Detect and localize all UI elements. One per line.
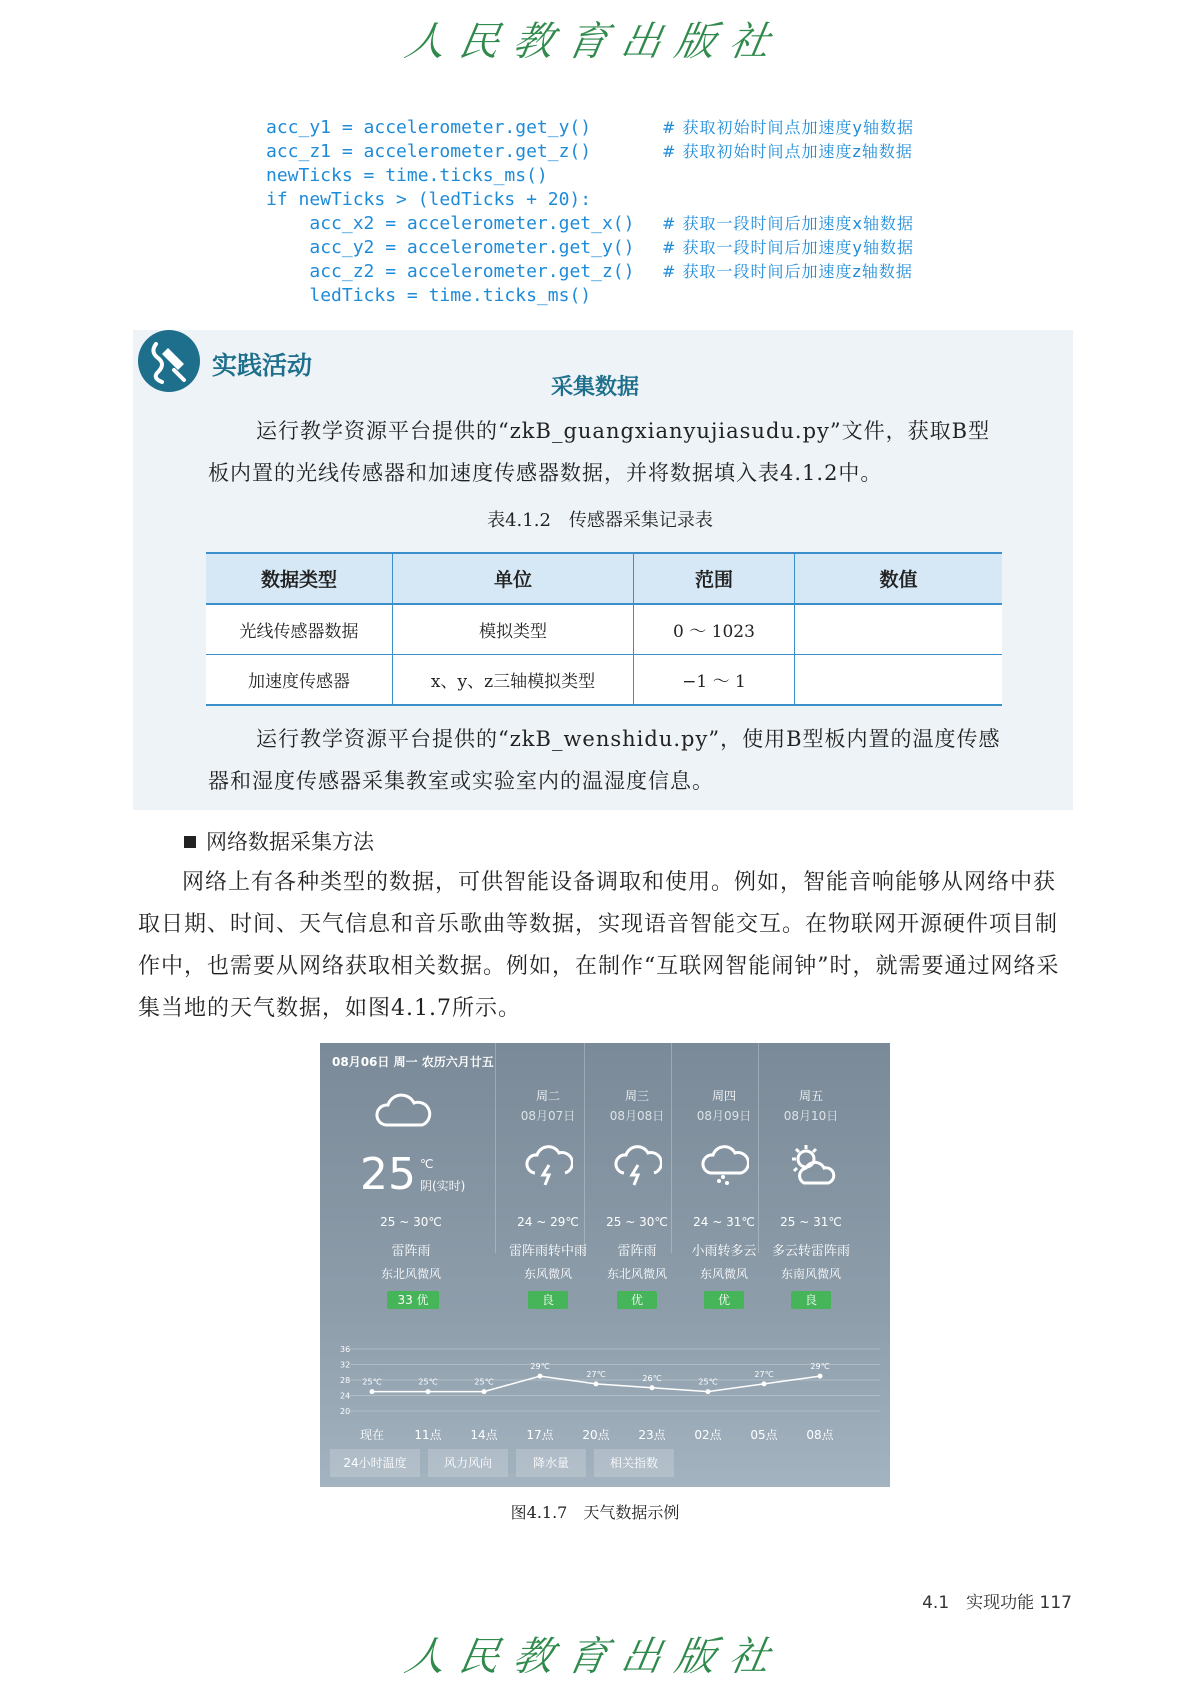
code-comment: # 获取一段时间后加速度x轴数据 (662, 214, 914, 233)
code-comment: # 获取一段时间后加速度y轴数据 (662, 238, 914, 257)
section-heading (184, 826, 374, 856)
tab-precipitation[interactable]: 降水量 (516, 1449, 586, 1477)
weather-date-line: 08月06日 周一 农历六月廿五 (332, 1055, 494, 1069)
sun-cloud-icon (786, 1143, 836, 1189)
x-tick-label: 14点 (470, 1428, 498, 1442)
condition: 小雨转多云 (691, 1244, 757, 1259)
condition: 雷阵雨 (617, 1244, 657, 1259)
y-tick-label: 32 (340, 1360, 351, 1370)
x-tick-label: 20点 (582, 1428, 610, 1442)
code-text (266, 261, 309, 282)
table-row (206, 604, 1002, 655)
weekday: 周五 (798, 1089, 823, 1103)
x-tick-label: 08点 (806, 1428, 834, 1442)
data-label: 25℃ (362, 1377, 382, 1387)
section-paragraph: 网络上有各种类型的数据，可供智能设备调取和使用。例如，智能音响能够从网络中获取日期、时间、天气信息和音乐歌曲等数据，实现语音智能交互。在物联网开源硬件项目制作中，也需要从网络获取相关数据。例如，在制作“互联网智能闹钟”时，就需要通过网络采集当地的天气数据，如图4.1.7所示。 (138, 870, 1060, 1021)
table-caption: 表4.1.2 传感器采集记录表 (487, 510, 713, 531)
footer-section: 4.1 实现功能 (922, 1593, 1035, 1613)
y-tick-label: 24 (340, 1391, 351, 1401)
code-statement: acc_x2 = accelerometer.get_x() (309, 213, 635, 234)
air-quality-badge: 良 (528, 1291, 568, 1309)
data-label: 26℃ (642, 1373, 662, 1383)
column-divider (584, 1043, 585, 1253)
code-text (266, 285, 309, 306)
table-cell (795, 655, 1003, 706)
weekday: 周三 (624, 1089, 649, 1103)
forecast-date: 08月08日 (609, 1109, 665, 1123)
data-label: 29℃ (810, 1362, 830, 1372)
data-label: 29℃ (530, 1362, 550, 1372)
page-footer (922, 1588, 1072, 1613)
column-divider (671, 1043, 672, 1253)
air-quality-badge: 良 (791, 1291, 831, 1309)
y-tick-label: 20 (340, 1407, 351, 1416)
code-line (266, 284, 634, 308)
x-tick-label: 现在 (359, 1428, 384, 1442)
table-row (206, 655, 1002, 706)
x-tick-label: 17点 (526, 1428, 554, 1442)
data-label: 25℃ (474, 1377, 494, 1387)
code-statement: acc_z1 = accelerometer.get_z() (266, 141, 592, 162)
code-statement: acc_y1 = accelerometer.get_y() (266, 117, 592, 138)
code-line (266, 212, 914, 236)
page-number: 117 (1039, 1593, 1072, 1613)
data-point (762, 1381, 767, 1386)
temperature-unit: ℃ (420, 1157, 434, 1171)
code-line (266, 236, 914, 260)
publisher-logo-top: 人民教育出版社 (401, 19, 788, 65)
wind: 东南风微风 (780, 1267, 841, 1281)
x-tick-label: 11点 (414, 1428, 442, 1442)
practice-title: 实践活动 (212, 351, 313, 380)
practice-paragraph-2: 运行教学资源平台提供的“zkB_wenshidu.py”，使用B型板内置的温度传感器和湿度传感器采集教室或实验室内的温湿度信息。 (208, 727, 1001, 793)
hourly-temperature-chart (320, 1333, 890, 1433)
table-header: 范围 (634, 553, 795, 604)
x-tick-label: 23点 (638, 1428, 666, 1442)
code-comment: # 获取初始时间点加速度z轴数据 (662, 142, 913, 161)
publisher-logo-bottom: 人民教育出版社 (401, 1634, 788, 1680)
weekday: 周四 (711, 1089, 736, 1103)
condition: 雷阵雨 (391, 1244, 431, 1259)
code-statement: ledTicks = time.ticks_ms() (309, 285, 592, 306)
air-quality-badge: 优 (704, 1291, 744, 1309)
code-statement: if newTicks > (ledTicks + 20): (266, 189, 592, 210)
tab-24h-temperature[interactable]: 24小时温度 (330, 1449, 420, 1477)
air-quality-badge: 优 (617, 1291, 657, 1309)
practice-subtitle: 采集数据 (550, 375, 639, 400)
weekday: 周二 (535, 1089, 560, 1103)
cloud-icon (374, 1091, 434, 1131)
code-comment: # 获取初始时间点加速度y轴数据 (662, 118, 914, 137)
column-divider (758, 1043, 759, 1253)
thunder-rain-icon (523, 1143, 573, 1189)
data-point (426, 1389, 431, 1394)
table-cell: x、y、z三轴模拟类型 (393, 655, 634, 706)
temp-range: 25 ~ 30℃ (380, 1215, 442, 1229)
code-comment: # 获取一段时间后加速度z轴数据 (662, 262, 913, 281)
data-point (818, 1374, 823, 1379)
section-heading-text: 网络数据采集方法 (206, 830, 374, 854)
wind: 东风微风 (699, 1267, 748, 1281)
data-label: 27℃ (586, 1369, 606, 1379)
code-text (266, 213, 309, 234)
practice-paragraph-1: 运行教学资源平台提供的“zkB_guangxianyujiasudu.py”文件，获取B型板内置的光线传感器和加速度传感器数据，并将数据填入表4.1.2中。 (208, 419, 991, 485)
data-point (650, 1385, 655, 1390)
code-line (266, 260, 913, 284)
table-cell: 0 ～ 1023 (634, 604, 795, 655)
temp-range: 25 ~ 30℃ (606, 1215, 668, 1229)
code-statement: acc_y2 = accelerometer.get_y() (309, 237, 635, 258)
code-statement: acc_z2 = accelerometer.get_z() (309, 261, 635, 282)
table-cell: −1 ～ 1 (634, 655, 795, 706)
current-condition: 阴(实时) (420, 1179, 466, 1193)
table-cell: 模拟类型 (393, 604, 634, 655)
tab-wind[interactable]: 风力风向 (428, 1449, 508, 1477)
forecast-date: 08月10日 (783, 1109, 839, 1123)
table-header: 数据类型 (206, 553, 393, 604)
thunder-rain-icon (612, 1143, 662, 1189)
code-line (266, 140, 913, 164)
table-cell: 光线传感器数据 (206, 604, 393, 655)
table-cell: 加速度传感器 (206, 655, 393, 706)
data-label: 25℃ (698, 1377, 718, 1387)
condition: 雷阵雨转中雨 (508, 1244, 587, 1259)
air-quality-badge: 33 优 (387, 1291, 439, 1309)
code-line (266, 116, 914, 140)
tab-related-index[interactable]: 相关指数 (594, 1449, 674, 1477)
y-tick-label: 36 (340, 1345, 351, 1354)
temp-range: 24 ~ 29℃ (517, 1215, 579, 1229)
code-statement: newTicks = time.ticks_ms() (266, 165, 548, 186)
code-block (266, 116, 914, 308)
forecast-date: 08月07日 (520, 1109, 576, 1123)
code-line (266, 188, 634, 212)
wind: 东北风微风 (606, 1267, 667, 1281)
wind: 东北风微风 (380, 1267, 441, 1281)
data-point (594, 1381, 599, 1386)
code-text (266, 237, 309, 258)
code-line (266, 164, 634, 188)
figure-caption: 图4.1.7 天气数据示例 (510, 1503, 680, 1522)
y-tick-label: 28 (340, 1376, 351, 1385)
data-point (482, 1389, 487, 1394)
light-rain-icon (699, 1143, 749, 1189)
table-header: 单位 (393, 553, 634, 604)
table-header: 数值 (795, 553, 1003, 604)
x-tick-label: 05点 (750, 1428, 778, 1442)
data-label: 27℃ (754, 1369, 774, 1379)
temp-range: 24 ~ 31℃ (693, 1215, 755, 1229)
current-temperature: 25 (360, 1149, 416, 1200)
forecast-date: 08月09日 (696, 1109, 752, 1123)
sensor-record-table (206, 552, 1002, 706)
data-point (706, 1389, 711, 1394)
data-point (538, 1374, 543, 1379)
wind: 东风微风 (523, 1267, 572, 1281)
condition: 多云转雷阵雨 (771, 1244, 850, 1259)
column-divider (495, 1043, 496, 1253)
weather-figure (320, 1043, 890, 1487)
square-bullet-icon (184, 836, 196, 848)
data-label: 25℃ (418, 1377, 438, 1387)
temp-range: 25 ~ 31℃ (780, 1215, 842, 1229)
table-cell (795, 604, 1003, 655)
data-point (370, 1389, 375, 1394)
x-tick-label: 02点 (694, 1428, 722, 1442)
